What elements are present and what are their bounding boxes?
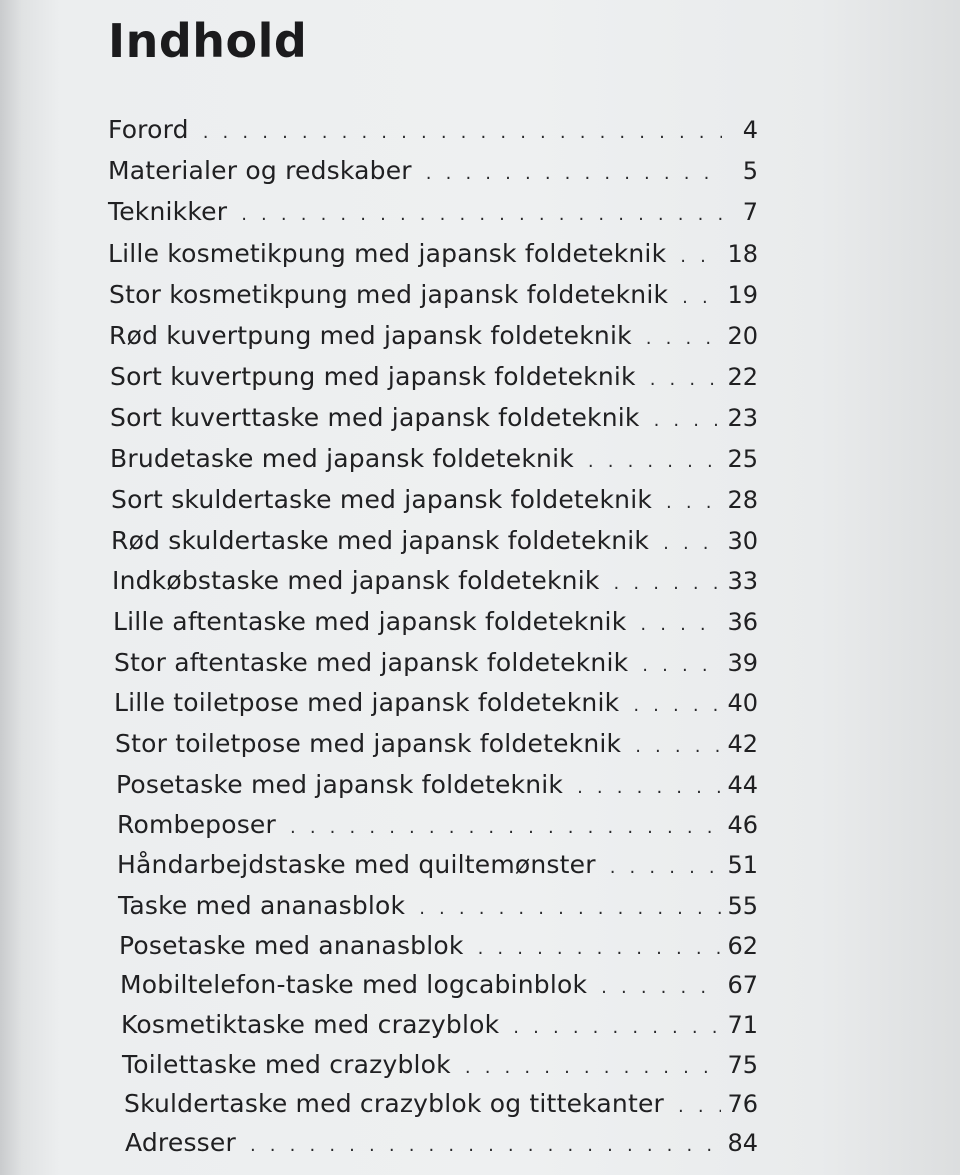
toc-entry-page: 36 [727, 608, 758, 636]
toc-entry-page: 20 [727, 322, 758, 350]
toc-entry [122, 1045, 758, 1085]
dot-leader [633, 686, 721, 726]
toc-entry [111, 521, 758, 561]
toc-entry-title: Stor aftentaske med japansk foldeteknik [114, 648, 629, 677]
dot-leader [610, 848, 722, 888]
toc-entry [110, 398, 758, 438]
toc-entry-page: 75 [727, 1051, 758, 1079]
toc-entry-page: 30 [727, 527, 758, 555]
toc-entry-page: 28 [727, 486, 758, 514]
dot-leader [654, 401, 722, 441]
dot-leader [513, 1008, 721, 1048]
toc-entry-page: 25 [727, 445, 758, 473]
dot-leader [601, 968, 721, 1008]
toc-entry-title: Sort kuvertpung med japansk foldeteknik [110, 362, 636, 391]
toc-entry [116, 765, 758, 805]
toc-entry [113, 602, 758, 642]
toc-entry-page: 84 [727, 1129, 758, 1157]
dot-leader [680, 237, 721, 277]
dot-leader [250, 1126, 722, 1166]
toc-entry [118, 886, 758, 926]
toc-entry [114, 683, 758, 723]
toc-entry-title: Skuldertaske med crazyblok og tittekanter [124, 1089, 665, 1118]
toc-entry [108, 110, 758, 150]
toc-entry [108, 234, 758, 274]
dot-leader [478, 929, 722, 969]
dot-leader [650, 360, 722, 400]
toc-entry-page: 5 [742, 157, 758, 185]
toc-entry-page: 19 [727, 281, 758, 309]
dot-leader [666, 483, 721, 523]
dot-leader [682, 278, 721, 318]
toc-entry-page: 23 [727, 404, 758, 432]
dot-leader [203, 113, 722, 153]
dot-leader [678, 1087, 721, 1127]
toc-entry-page: 40 [727, 689, 758, 717]
dot-leader [640, 605, 721, 645]
toc-entry-title: Rombeposer [117, 810, 276, 839]
toc-entry-page: 7 [742, 198, 758, 226]
toc-entry [117, 805, 758, 845]
toc-entry-page: 4 [742, 116, 758, 144]
toc-entry-page: 62 [727, 932, 758, 960]
dot-leader [426, 154, 722, 194]
toc-entry [108, 151, 758, 191]
toc-entry [109, 275, 758, 315]
dot-leader [465, 1048, 722, 1088]
toc-entry-title: Håndarbejdstaske med quiltemønster [117, 850, 596, 879]
toc-entry-title: Stor toiletpose med japansk foldeteknik [115, 729, 622, 758]
toc-entry-title: Indkøbstaske med japansk foldeteknik [112, 566, 600, 595]
toc-entry-page: 42 [727, 730, 758, 758]
toc-entry [110, 439, 758, 479]
toc-entry-title: Adresser [125, 1128, 236, 1157]
dot-leader [642, 646, 721, 686]
toc-entry-page: 33 [727, 567, 758, 595]
toc-entry-page: 18 [727, 240, 758, 268]
toc-entry-title: Posetaske med japansk foldeteknik [116, 770, 564, 799]
dot-leader [635, 727, 721, 767]
dot-leader [419, 889, 721, 929]
dot-leader [614, 564, 722, 604]
toc-entry [112, 561, 758, 601]
toc-entry-page: 44 [727, 771, 758, 799]
toc-entry-page: 76 [727, 1090, 758, 1118]
dot-leader [577, 768, 721, 808]
toc-entry [110, 357, 758, 397]
toc-entry-page: 51 [727, 851, 758, 879]
toc-entry-title: Lille kosmetikpung med japansk foldeteknik [108, 239, 667, 268]
toc-entry-title: Materialer og redskaber [108, 156, 412, 185]
toc-entry [111, 480, 758, 520]
toc-entry-title: Lille aftentaske med japansk foldeteknik [113, 607, 627, 636]
toc-entry-title: Teknikker [108, 197, 228, 226]
toc-entry-title: Mobiltelefon-taske med logcabinblok [120, 970, 588, 999]
toc-entry-page: 55 [727, 892, 758, 920]
toc-entry-title: Rød kuvertpung med japansk foldeteknik [109, 321, 632, 350]
toc-entry-title: Sort kuverttaske med japansk foldeteknik [110, 403, 640, 432]
dot-leader [588, 442, 722, 482]
toc-entry-title: Rød skuldertaske med japansk foldeteknik [111, 526, 650, 555]
dot-leader [646, 319, 722, 359]
toc-entry [121, 1005, 758, 1045]
toc-entry [114, 643, 758, 683]
toc-entry [117, 845, 758, 885]
toc-entry-page: 67 [727, 971, 758, 999]
dot-leader [241, 195, 722, 235]
toc-entry [124, 1084, 758, 1124]
toc-entry-page: 46 [727, 811, 758, 839]
dot-leader [663, 524, 721, 564]
toc-entry-title: Lille toiletpose med japansk foldeteknik [114, 688, 620, 717]
toc-entry-title: Forord [108, 115, 189, 144]
toc-entry-title: Stor kosmetikpung med japansk foldeteknik [109, 280, 669, 309]
toc-entry [120, 965, 758, 1005]
toc-entry-title: Taske med ananasblok [118, 891, 406, 920]
toc-entry [109, 316, 758, 356]
toc-entry-title: Posetaske med ananasblok [119, 931, 464, 960]
toc-entry-title: Brudetaske med japansk foldeteknik [110, 444, 574, 473]
toc-entry-page: 71 [727, 1011, 758, 1039]
toc-entry [119, 926, 758, 966]
toc-entry-title: Kosmetiktaske med crazyblok [121, 1010, 500, 1039]
toc-entry-title: Toilettaske med crazyblok [122, 1050, 451, 1079]
toc-entry [125, 1123, 758, 1163]
toc-entry-page: 39 [727, 649, 758, 677]
toc-entry-title: Sort skuldertaske med japansk foldeteknik [111, 485, 653, 514]
page-title: Indhold [108, 14, 308, 68]
toc-entry [115, 724, 758, 764]
dot-leader [290, 808, 721, 848]
toc-entry-page: 22 [727, 363, 758, 391]
toc-entry [108, 192, 758, 232]
